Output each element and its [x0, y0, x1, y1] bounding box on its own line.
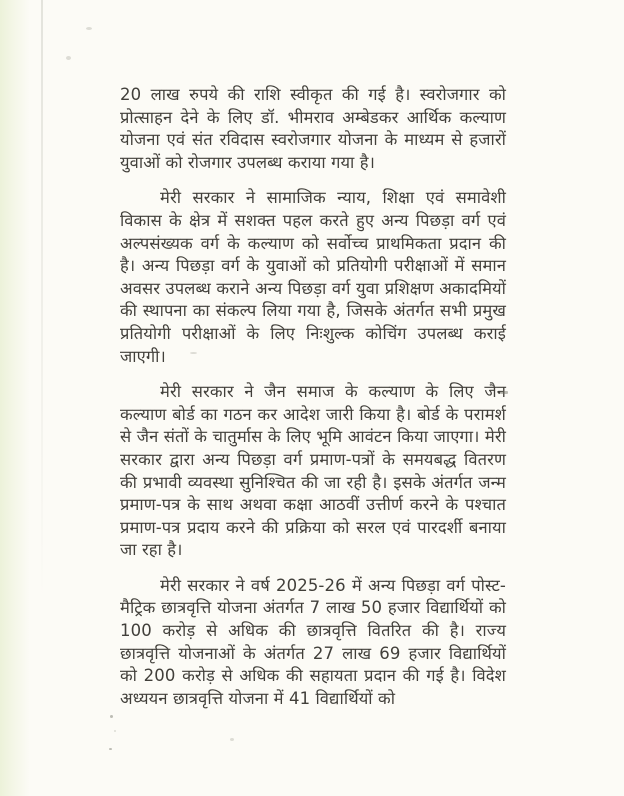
scan-speck [109, 748, 112, 750]
scan-speck [500, 391, 508, 394]
scan-edge-tint [0, 0, 30, 796]
paragraph-1: 20 लाख रुपये की राशि स्वीकृत की गई है। स्वरोजगार को प्रोत्साहन देने के लिए डॉ. भीमराव अम्बेडकर आर्थिक कल्याण योजना एवं संत रविदास स्वरोजगार योजना के माध्यम से हजारों युवाओं को रोजगार उपलब्ध कराया गया है। [120, 85, 506, 172]
scan-speck [110, 715, 113, 718]
scan-speck [230, 738, 234, 741]
scan-speck [190, 352, 197, 354]
scan-speck [66, 56, 71, 60]
document-text-block [120, 84, 506, 723]
paragraph-3: मेरी सरकार ने जैन समाज के कल्याण के लिए जैन कल्याण बोर्ड का गठन कर आदेश जारी किया है। बोर्ड के परामर्श से जैन संतों के चातुर्मास के लिए भूमि आवंटन किया जाएगा। मेरी सरकार द्वारा अन्य पिछड़ा वर्ग प्रमाण-पत्रों के समयबद्ध वितरण की प्रभावी व्यवस्था सुनिश्चित की जा रही है। इसके अंतर्गत जन्म प्रमाण-पत्र के साथ अथवा कक्षा आठवीं उत्तीर्ण करने के पश्चात प्रमाण-पत्र प्रदाय करने की प्रक्रिया को सरल एवं पारदर्शी बनाया जा रहा है। [120, 382, 506, 560]
scan-speck [114, 730, 116, 732]
paragraph-4: मेरी सरकार ने वर्ष 2025-26 में अन्य पिछड़ा वर्ग पोस्ट-मैट्रिक छात्रवृत्ति योजना अंतर्गत 7 लाख 50 हजार विद्यार्थियों को 100 करोड़ से अधिक की छात्रवृत्ति वितरित की है। राज्य छात्रवृत्ति योजनाओं के अंतर्गत 27 लाख 69 हजार विद्यार्थियों को 200 करोड़ से अधिक की सहायता प्रदान की गई है। विदेश अध्ययन छात्रवृत्ति योजना में 41 विद्यार्थियों को [120, 575, 506, 708]
scan-speck [86, 27, 92, 30]
scan-fold-line [41, 0, 43, 600]
paragraph-2: मेरी सरकार ने सामाजिक न्याय, शिक्षा एवं समावेशी विकास के क्षेत्र में सशक्त पहल करते हुए अन्य पिछड़ा वर्ग एवं अल्पसंख्यक वर्ग के कल्याण को सर्वोच्च प्राथमिकता प्रदान की है। अन्य पिछड़ा वर्ग के युवाओं को प्रतियोगी परीक्षाओं में समान अवसर उपलब्ध कराने अन्य पिछड़ा वर्ग युवा प्रशिक्षण अकादमियों की स्थापना का संकल्प लिया गया है, जिसके अंतर्गत सभी प्रमुख प्रतियोगी परीक्षाओं के लिए निःशुल्क कोचिंग उपलब्ध कराई जाएगी। [120, 188, 506, 366]
